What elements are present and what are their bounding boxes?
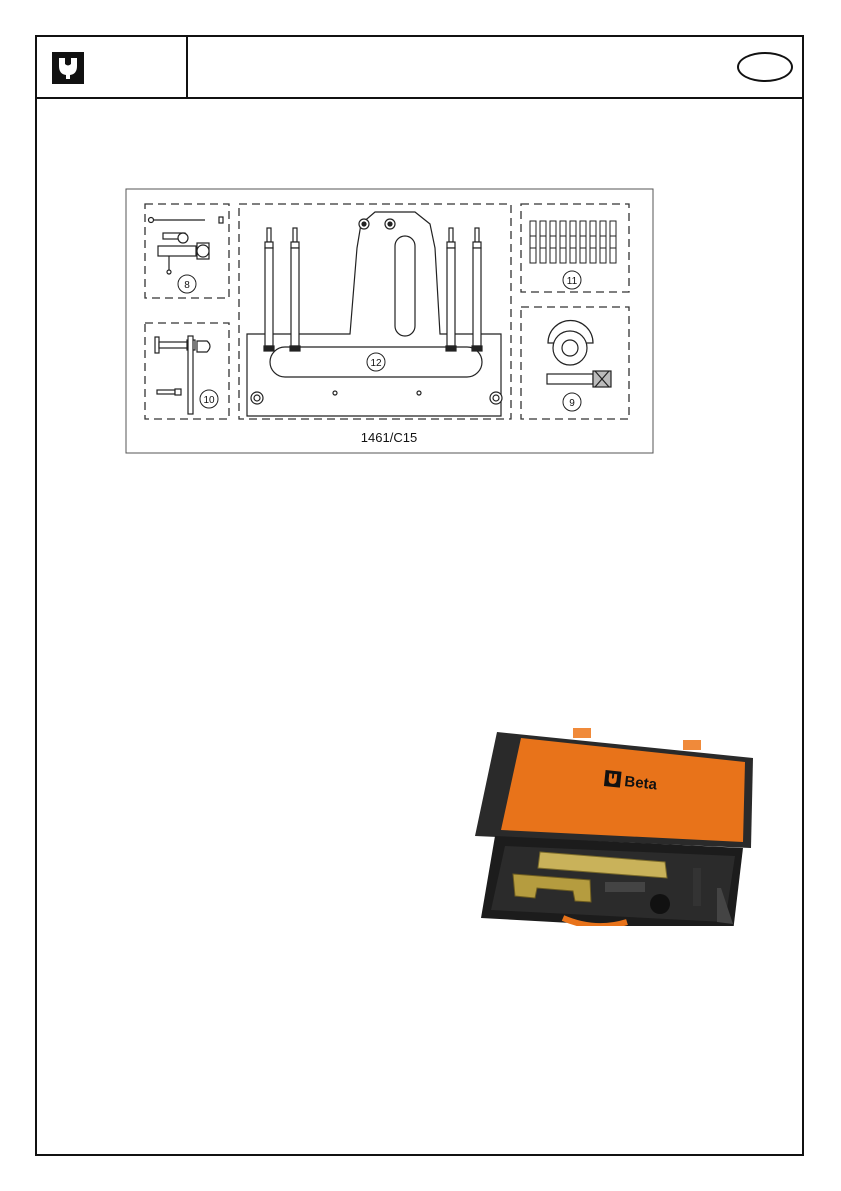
product-photo [455, 696, 755, 926]
page-header [37, 37, 802, 99]
wrench-logo-icon [52, 52, 84, 84]
callout-9-label: 9 [569, 398, 575, 409]
callout-8-label: 8 [184, 280, 190, 291]
callout-12-label: 12 [370, 358, 382, 369]
language-badge [737, 52, 793, 82]
brand-logo: Beta [623, 773, 658, 794]
logo-cell [37, 37, 188, 97]
part-number: 1461/C15 [360, 430, 418, 445]
callout-11-label: 11 [566, 276, 578, 287]
part-11-tool [530, 221, 616, 263]
kit-diagram [125, 188, 654, 454]
callout-10-label: 10 [203, 395, 215, 406]
